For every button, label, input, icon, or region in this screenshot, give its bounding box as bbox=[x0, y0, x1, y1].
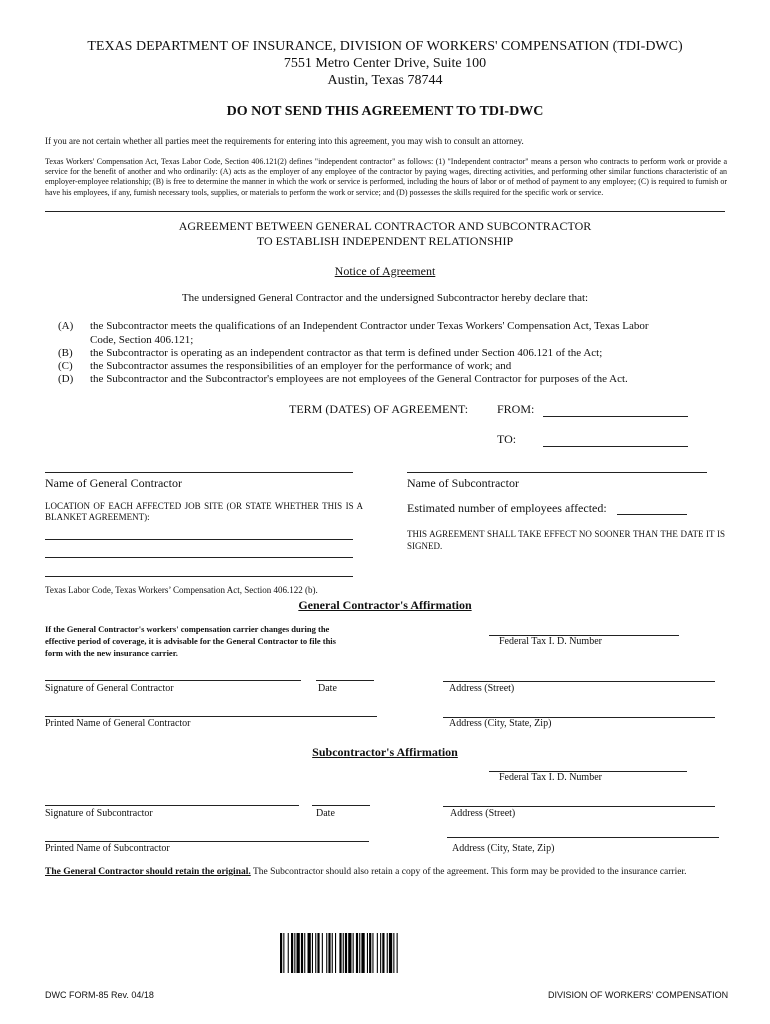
gc-date-label: Date bbox=[318, 683, 337, 694]
gc-affirmation-heading: General Contractor's Affirmation bbox=[298, 598, 472, 612]
gc-tax-id-field[interactable] bbox=[489, 619, 679, 636]
gc-address-city-field[interactable] bbox=[443, 701, 715, 718]
sub-address-street-field[interactable] bbox=[443, 790, 715, 807]
notice-heading: Notice of Agreement bbox=[334, 264, 436, 278]
term-label: TERM (DATES) OF AGREEMENT: bbox=[289, 402, 469, 416]
sub-tax-id-field[interactable] bbox=[489, 755, 687, 772]
list-item-key: (A) bbox=[58, 320, 74, 332]
list-item-key: (B) bbox=[58, 347, 73, 359]
list-item-text: the Subcontractor meets the qualifications of an Independent Contractor under Texas Workers' Compensation Act, Texas Labor bbox=[90, 320, 649, 332]
location-field-1[interactable] bbox=[45, 522, 353, 540]
gc-printed-name-field[interactable] bbox=[45, 700, 377, 717]
sub-address-city-label: Address (City, State, Zip) bbox=[452, 843, 555, 854]
definition-paragraph: Texas Workers' Compensation Act, Texas Labor Code, Section 406.121(2) defines "independent contractor" as follows: (1) "Independent contractor" means a person who contracts to perform work or provide a service for the benefit of another and who ordinarily: (A) acts as the employer of any employee of the contractor by paying wages, directing activities, and performing other similar functions characteristic of an employer-employee relationship; (B) is free to determine the manner in which the work or service is performed, including the hours of labor or of method of payment to any employee; (C) is required to furnish or have his employees, if any, furnish necessary tools, supplies, or materials to perform the work or service; and (D) possesses the skills required for the specific work or service. bbox=[45, 157, 727, 197]
agreement-title-line2: TO ESTABLISH INDEPENDENT RELATIONSHIP bbox=[256, 234, 514, 248]
gc-tax-id-label: Federal Tax I. D. Number bbox=[499, 636, 602, 647]
sub-signature-label: Signature of Subcontractor bbox=[45, 808, 153, 819]
list-item-key: (C) bbox=[58, 360, 73, 372]
general-contractor-name-field[interactable] bbox=[45, 455, 353, 473]
effect-note: THIS AGREEMENT SHALL TAKE EFFECT NO SOONER THAN THE DATE IT IS SIGNED. bbox=[407, 529, 725, 551]
agency-name: TEXAS DEPARTMENT OF INSURANCE, DIVISION OF WORKERS' COMPENSATION (TDI-DWC) bbox=[87, 39, 683, 54]
employees-label: Estimated number of employees affected: bbox=[407, 501, 607, 515]
retain-note-rest: The Subcontractor should also retain a copy of the agreement. This form may be provided to the insurance carrier. bbox=[250, 867, 687, 877]
subcontractor-name-label: Name of Subcontractor bbox=[407, 476, 519, 490]
sub-affirmation-heading: Subcontractor's Affirmation bbox=[312, 745, 458, 759]
agency-address-city: Austin, Texas 78744 bbox=[327, 73, 443, 88]
sub-tax-id-label: Federal Tax I. D. Number bbox=[499, 772, 602, 783]
retain-note bbox=[45, 866, 727, 878]
list-item-text: the Subcontractor is operating as an independent contractor as that term is defined under Section 406.121 of the Act; bbox=[90, 347, 603, 359]
sub-printed-name-field[interactable] bbox=[45, 825, 369, 842]
from-date-field[interactable] bbox=[543, 400, 688, 417]
general-contractor-name-label: Name of General Contractor bbox=[45, 476, 182, 490]
agency-address-street: 7551 Metro Center Drive, Suite 100 bbox=[283, 56, 487, 71]
location-label: LOCATION OF EACH AFFECTED JOB SITE (OR STATE WHETHER THIS IS A BLANKET AGREEMENT): bbox=[45, 501, 363, 522]
gc-address-street-field[interactable] bbox=[443, 665, 715, 682]
retain-note-bold: The General Contractor should retain the original. bbox=[45, 867, 251, 877]
sub-printed-name-label: Printed Name of Subcontractor bbox=[45, 843, 170, 854]
warning-heading: DO NOT SEND THIS AGREEMENT TO TDI-DWC bbox=[226, 104, 544, 119]
form-id: DWC FORM-85 Rev. 04/18 bbox=[45, 990, 154, 1000]
list-item-text: the Subcontractor and the Subcontractor's employees are not employees of the General Contractor for purposes of the Act. bbox=[90, 373, 628, 385]
gc-date-field[interactable] bbox=[316, 664, 374, 681]
gc-signature-field[interactable] bbox=[45, 664, 301, 681]
from-label: FROM: bbox=[497, 402, 535, 416]
list-item-text: the Subcontractor assumes the responsibilities of an employer for the performance of work; and bbox=[90, 360, 512, 372]
gc-printed-name-label: Printed Name of General Contractor bbox=[45, 718, 191, 729]
code-reference: Texas Labor Code, Texas Workers’ Compensation Act, Section 406.122 (b). bbox=[45, 585, 318, 595]
sub-signature-field[interactable] bbox=[45, 789, 299, 806]
agreement-title-line1: AGREEMENT BETWEEN GENERAL CONTRACTOR AND SUBCONTRACTOR bbox=[178, 219, 592, 233]
location-field-2[interactable] bbox=[45, 540, 353, 558]
to-date-field[interactable] bbox=[543, 430, 688, 447]
sub-date-label: Date bbox=[316, 808, 335, 819]
list-item-key: (D) bbox=[58, 373, 74, 385]
attorney-note: If you are not certain whether all parties meet the requirements for entering into this agreement, you may wish to consult an attorney. bbox=[45, 136, 524, 146]
to-label: TO: bbox=[497, 432, 517, 446]
sub-date-field[interactable] bbox=[312, 789, 370, 806]
divider bbox=[45, 211, 725, 212]
barcode-icon bbox=[280, 933, 490, 973]
employees-count-field[interactable] bbox=[617, 499, 687, 515]
gc-signature-label: Signature of General Contractor bbox=[45, 683, 174, 694]
carrier-change-note: If the General Contractor's workers' compensation carrier changes during the effective period of coverage, it is advisable for the General Contractor to file this form with the new insurance carrier. bbox=[45, 624, 336, 658]
division-footer: DIVISION OF WORKERS' COMPENSATION bbox=[548, 990, 729, 1000]
sub-address-city-field[interactable] bbox=[447, 821, 719, 838]
list-item-text: Code, Section 406.121; bbox=[90, 334, 194, 346]
subcontractor-name-field[interactable] bbox=[407, 455, 707, 473]
sub-address-street-label: Address (Street) bbox=[450, 808, 516, 819]
gc-address-street-label: Address (Street) bbox=[449, 683, 515, 694]
location-field-3[interactable] bbox=[45, 559, 353, 577]
declaration-text: The undersigned General Contractor and the undersigned Subcontractor hereby declare that: bbox=[181, 292, 589, 304]
gc-address-city-label: Address (City, State, Zip) bbox=[449, 718, 552, 729]
